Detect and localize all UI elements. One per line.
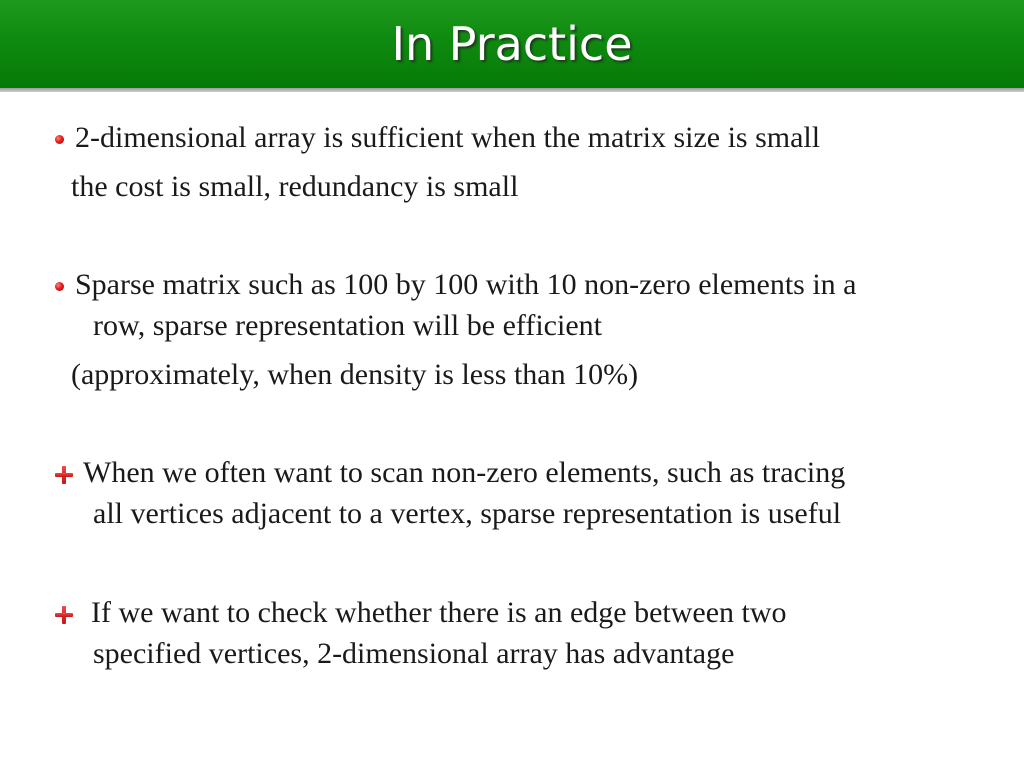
red-plus-bullet-icon: [55, 606, 73, 624]
bullet-1-line-1: 2-dimensional array is sufficient when the matrix size is small: [75, 121, 821, 154]
bullet-4-line-2: specified vertices, 2-dimensional array has advantage: [93, 637, 735, 670]
bullet-4-line-1: If we want to check whether there is an edge between two: [91, 596, 787, 629]
red-dot-bullet-icon: [55, 135, 64, 144]
red-dot-bullet-icon: [55, 282, 64, 291]
red-plus-bullet-icon: [55, 466, 73, 484]
bullet-3-line-1: When we often want to scan non-zero elements, such as tracing: [83, 456, 846, 489]
title-divider: [0, 88, 1024, 92]
slide-title: In Practice: [391, 17, 633, 71]
bullet-2-line-1: Sparse matrix such as 100 by 100 with 10 non-zero elements in a: [75, 268, 857, 301]
bullet-3-line-2: all vertices adjacent to a vertex, sparse representation is useful: [93, 497, 842, 530]
bullet-2-line-2: row, sparse representation will be efficient: [93, 309, 602, 342]
bullet-1-subline: the cost is small, redundancy is small: [71, 170, 519, 203]
bullet-2-subline: (approximately, when density is less than 10%): [71, 358, 639, 391]
